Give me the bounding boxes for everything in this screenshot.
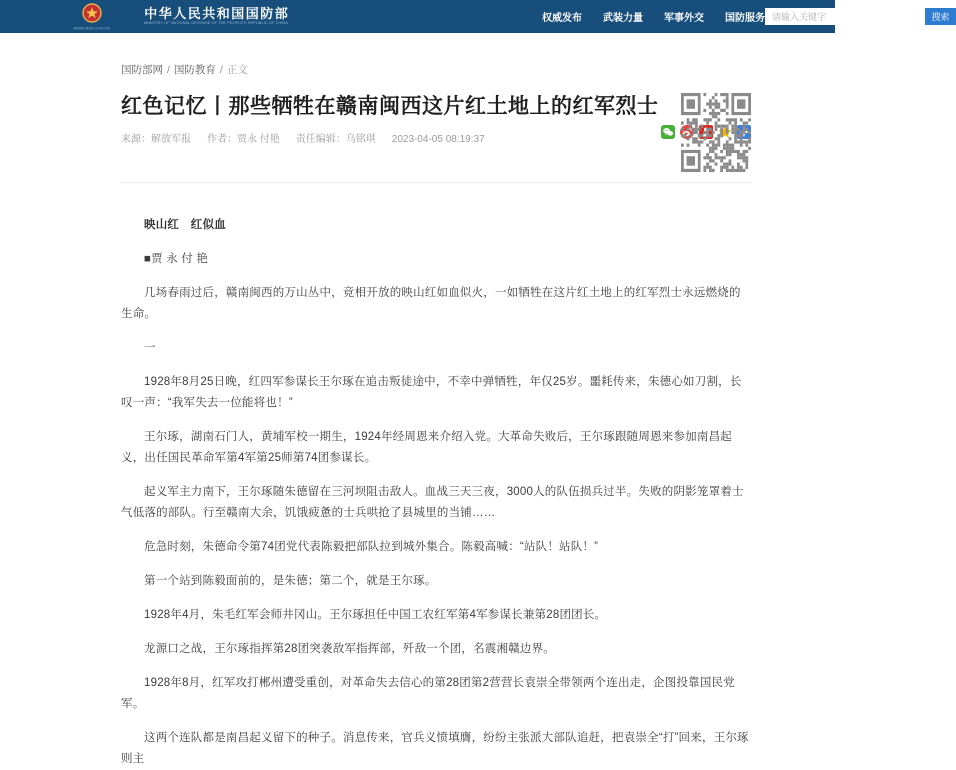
meta-editor: 责任编辑：乌铭琪 — [295, 134, 376, 145]
search-bar — [765, 8, 956, 25]
article-paragraph: 起义军主力南下，王尔琢随朱德留在三河坝阻击敌人。血战三天三夜，3000人的队伍损兵过半。失败的阴影笼罩着士气低落的部队。行至赣南大余，饥饿疲惫的士兵哄抢了县城里的当铺…… — [121, 486, 744, 519]
article-meta — [121, 133, 751, 147]
breadcrumb-section[interactable]: 国防教育 — [173, 64, 216, 76]
site-subtitle: MINISTRY OF NATIONAL DEFENSE OF THE PEOPLE'S REPUBLIC OF CHINA — [144, 20, 289, 25]
site-brand — [144, 7, 504, 26]
article-paragraph: 几场春雨过后，赣南闽西的万山丛中，竞相开放的映山红如血似火，一如牺牲在这片红土地上的红军烈士永远燃烧的生命。 — [121, 287, 741, 320]
logo-url-text: WWW.MOD.GOV.CN — [73, 26, 110, 31]
page-content — [121, 63, 751, 770]
article-paragraph: 王尔琢，湖南石门人，黄埔军校一期生，1924年经周恩来介绍入党。大革命失败后，王尔琢跟随周恩来参加南昌起义，出任国民革命军第4军第25师第74团参谋长。 — [121, 431, 732, 464]
site-title: 中华人民共和国国防部 — [144, 6, 290, 21]
meta-datetime: 2023-04-05 08:19:37 — [391, 134, 485, 145]
article-paragraph: 第一个站到陈毅面前的，是朱德；第二个，就是王尔琢。 — [144, 575, 437, 587]
search-button[interactable]: 搜索 — [925, 8, 956, 25]
article-byline: ■贾 永 付 艳 — [144, 253, 209, 265]
nav-item-armed-forces[interactable]: 武装力量 — [602, 13, 643, 24]
breadcrumb — [121, 63, 751, 77]
article-paragraph: 这两个连队都是南昌起义留下的种子。消息传来，官兵义愤填膺，纷纷主张派大部队追赶，把袁崇全“打”回来，王尔琢则主 — [121, 732, 749, 765]
article-section-marker: 一 — [144, 342, 156, 354]
national-emblem-icon — [82, 3, 102, 28]
nav-item-authoritative-release[interactable]: 权威发布 — [541, 13, 582, 24]
article-paragraph: 1928年8月，红军攻打郴州遭受重创，对革命失去信心的第28团第2营营长袁崇全带领两个连出走，企图投靠国民党军。 — [121, 677, 735, 710]
nav-item-military-diplomacy[interactable]: 军事外交 — [663, 13, 704, 24]
breadcrumb-separator: / — [219, 64, 223, 76]
primary-nav — [542, 9, 765, 24]
breadcrumb-home[interactable]: 国防部网 — [121, 64, 163, 76]
search-input[interactable] — [765, 8, 925, 25]
article-body — [121, 183, 751, 770]
breadcrumb-current: 正文 — [226, 64, 248, 76]
article-subheading: 映山红 红似血 — [144, 219, 226, 231]
article-paragraph: 危急时刻，朱德命令第74团党代表陈毅把部队拉到城外集合。陈毅高喊：“站队！站队！” — [144, 541, 599, 553]
article-title: 红色记忆丨那些牺牲在赣南闽西这片红土地上的红军烈士 — [121, 95, 659, 118]
article-paragraph: 龙源口之战，王尔琢指挥第28团突袭敌军指挥部，歼敌一个团，名震湘赣边界。 — [144, 643, 555, 655]
article-header — [121, 93, 751, 147]
meta-source: 来源：解放军报 — [121, 134, 191, 145]
nav-item-defense-services[interactable]: 国防服务 — [724, 13, 765, 24]
breadcrumb-separator: / — [167, 64, 170, 76]
qr-code — [681, 93, 751, 172]
site-logo[interactable] — [44, 3, 139, 31]
top-navbar — [0, 0, 950, 33]
article-paragraph: 1928年8月25日晚，红四军参谋长王尔琢在追击叛徒途中，不幸中弹牺牲，年仅25岁。噩耗传来，朱德心如刀割，长叹一声：“我军失去一位能将也！” — [121, 376, 742, 409]
article-paragraph: 1928年4月，朱毛红军会师井冈山。王尔琢担任中国工农红军第4军参谋长兼第28团团长。 — [144, 609, 607, 621]
meta-author: 作者：贾永 付艳 — [207, 134, 280, 145]
